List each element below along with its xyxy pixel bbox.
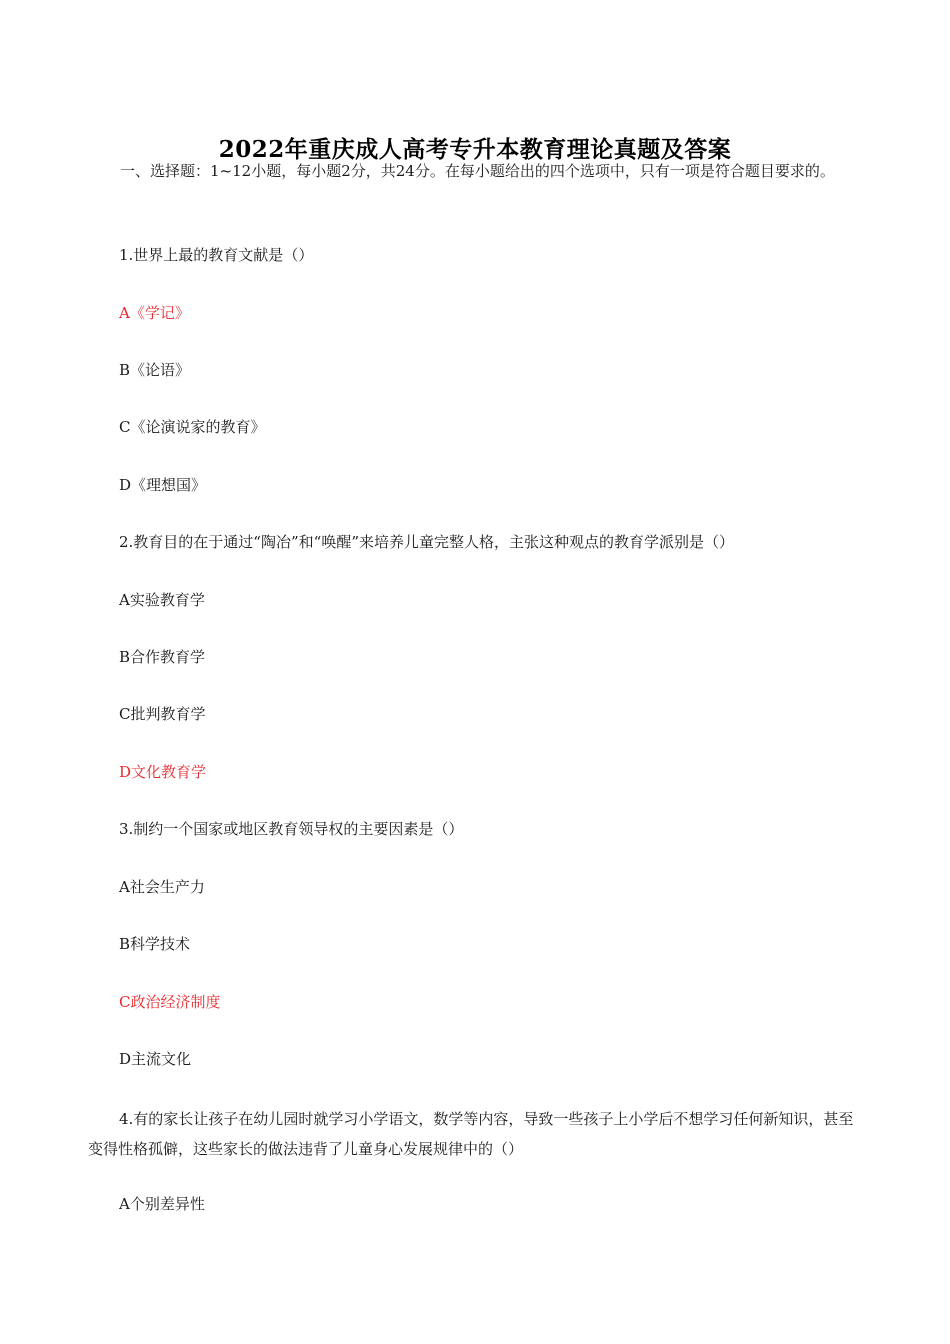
question-2-option-b: B合作教育学 xyxy=(119,648,206,666)
question-3-option-b: B科学技术 xyxy=(119,935,191,953)
question-1-option-d: D《理想国》 xyxy=(119,476,207,494)
question-4-option-a: A个别差异性 xyxy=(119,1195,205,1213)
question-2-stem: 2.教育目的在于通过“陶冶”和“唤醒”来培养儿童完整人格，主张这种观点的教育学派别是（） xyxy=(119,533,734,551)
question-3-option-d: D主流文化 xyxy=(119,1050,192,1068)
question-3-option-c: C政治经济制度 xyxy=(119,993,221,1011)
question-4-stem: 4.有的家长让孩子在幼儿园时就学习小学语文，数学等内容，导致一些孩子上小学后不想学习任何新知识，甚至变得性格孤僻，这些家长的做法违背了儿童身心发展规律中的（） xyxy=(88,1110,854,1158)
page-title: 2022年重庆成人高考专升本教育理论真题及答案 xyxy=(218,136,732,164)
question-1-option-a: A《学记》 xyxy=(119,304,190,322)
question-2-option-c: C批判教育学 xyxy=(119,705,206,723)
question-3-stem: 3.制约一个国家或地区教育领导权的主要因素是（） xyxy=(119,820,464,838)
question-1-option-b: B《论语》 xyxy=(119,361,191,379)
question-3-option-a: A社会生产力 xyxy=(119,878,205,896)
question-2-option-d: D文化教育学 xyxy=(119,763,207,781)
section-intro: 一、选择题：1~12小题，每小题2分，共24分。在每小题给出的四个选项中，只有一项是符合题目要求的。 xyxy=(120,162,835,180)
question-1-option-c: C《论演说家的教育》 xyxy=(119,418,266,436)
question-1-stem: 1.世界上最的教育文献是（） xyxy=(119,246,314,264)
question-2-option-a: A实验教育学 xyxy=(119,591,205,609)
